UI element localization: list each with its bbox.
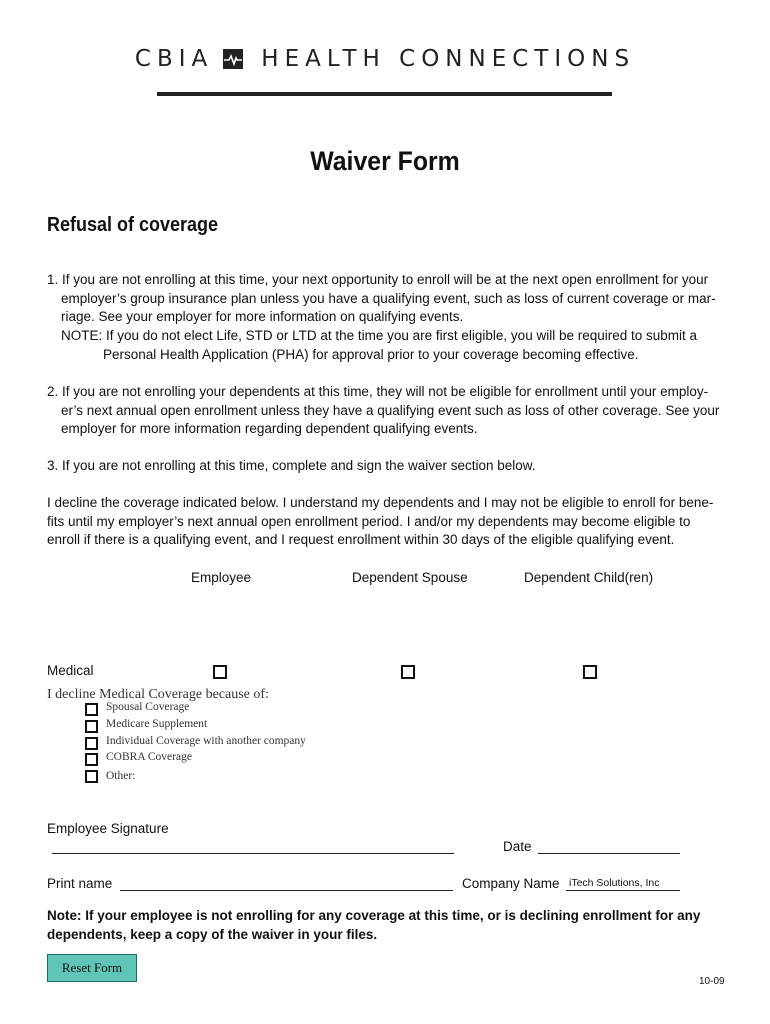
signature-label: Employee Signature (47, 821, 169, 836)
brand-header (0, 46, 770, 72)
company-name-field[interactable] (566, 890, 680, 891)
brand-left: CBIA (134, 46, 214, 72)
item-1-line: riage. See your employer for more information on qualifying events. (61, 309, 464, 325)
date-field[interactable] (538, 853, 680, 854)
cobra-coverage-checkbox[interactable] (85, 753, 98, 766)
item-1-line: employer’s group insurance plan unless you have a qualifying event, such as loss of current coverage or mar- (61, 290, 716, 306)
page-title: Waiver Form (310, 146, 460, 176)
reset-form-button[interactable]: Reset Form (47, 954, 137, 982)
column-dependent-spouse: Dependent Spouse (352, 570, 468, 585)
item-2 (47, 383, 727, 439)
children-medical-checkbox[interactable] (583, 665, 597, 679)
item-2-line: er’s next annual open enrollment unless they have a qualifying event such as loss of other coverage. See your (61, 402, 720, 418)
employee-medical-checkbox[interactable] (213, 665, 227, 679)
company-name-value[interactable]: iTech Solutions, Inc (569, 877, 660, 889)
company-name-label: Company Name (462, 876, 560, 891)
reason-label: Individual Coverage with another company (106, 735, 306, 747)
column-dependent-children: Dependent Child(ren) (524, 570, 654, 585)
decline-line: fits until my employer’s next annual open enrollment period. I and/or my dependents may become eligible to (47, 513, 691, 529)
item-2-line: 2. If you are not enrolling your dependents at this time, they will not be eligible for enrollment until your employ- (47, 384, 709, 399)
header-rule (157, 92, 612, 96)
medical-label: Medical (47, 663, 94, 678)
item-1 (47, 271, 727, 365)
form-code: 10-09 (699, 976, 725, 987)
reason-label: COBRA Coverage (106, 751, 192, 763)
date-label: Date (503, 839, 532, 854)
spouse-medical-checkbox[interactable] (401, 665, 415, 679)
item-1-note: Personal Health Application (PHA) for approval prior to your coverage becoming effective. (103, 346, 639, 362)
heartbeat-icon (223, 49, 243, 69)
item-3: 3. If you are not enrolling at this time, complete and sign the waiver section below. (47, 458, 536, 473)
signature-field[interactable] (52, 853, 454, 854)
print-name-label: Print name (47, 876, 113, 891)
spousal-coverage-checkbox[interactable] (85, 703, 98, 716)
item-1-line: 1. If you are not enrolling at this time, your next opportunity to enroll will be at the next open enrollment for your (47, 272, 709, 287)
decline-line: I decline the coverage indicated below. I understand my dependents and I may not be eligible to enroll for bene- (47, 495, 714, 510)
note-line: dependents, keep a copy of the waiver in your files. (47, 927, 378, 942)
individual-coverage-checkbox[interactable] (85, 737, 98, 750)
column-employee: Employee (191, 570, 252, 585)
medicare-supplement-checkbox[interactable] (85, 720, 98, 733)
decline-reason-label: I decline Medical Coverage because of: (47, 687, 269, 702)
print-name-field[interactable] (120, 890, 453, 891)
item-2-line: employer for more information regarding dependent qualifying events. (61, 421, 478, 437)
section-heading: Refusal of coverage (47, 214, 219, 236)
note (47, 906, 727, 944)
decline-statement (47, 494, 727, 550)
reason-label: Medicare Supplement (106, 718, 208, 730)
note-line: Note: If your employee is not enrolling for any coverage at this time, or is declining enrollment for any (47, 908, 701, 923)
reason-label: Other: (106, 770, 136, 782)
brand-right: HEALTH CONNECTIONS (261, 46, 636, 72)
other-checkbox[interactable] (85, 770, 98, 783)
reason-label: Spousal Coverage (106, 701, 190, 713)
decline-line: enroll if there is a qualifying event, and I request enrollment within 30 days of the eligible qualifying event. (47, 532, 675, 548)
item-1-note: NOTE: If you do not elect Life, STD or LTD at the time you are first eligible, you will be required to submit a (61, 328, 698, 344)
